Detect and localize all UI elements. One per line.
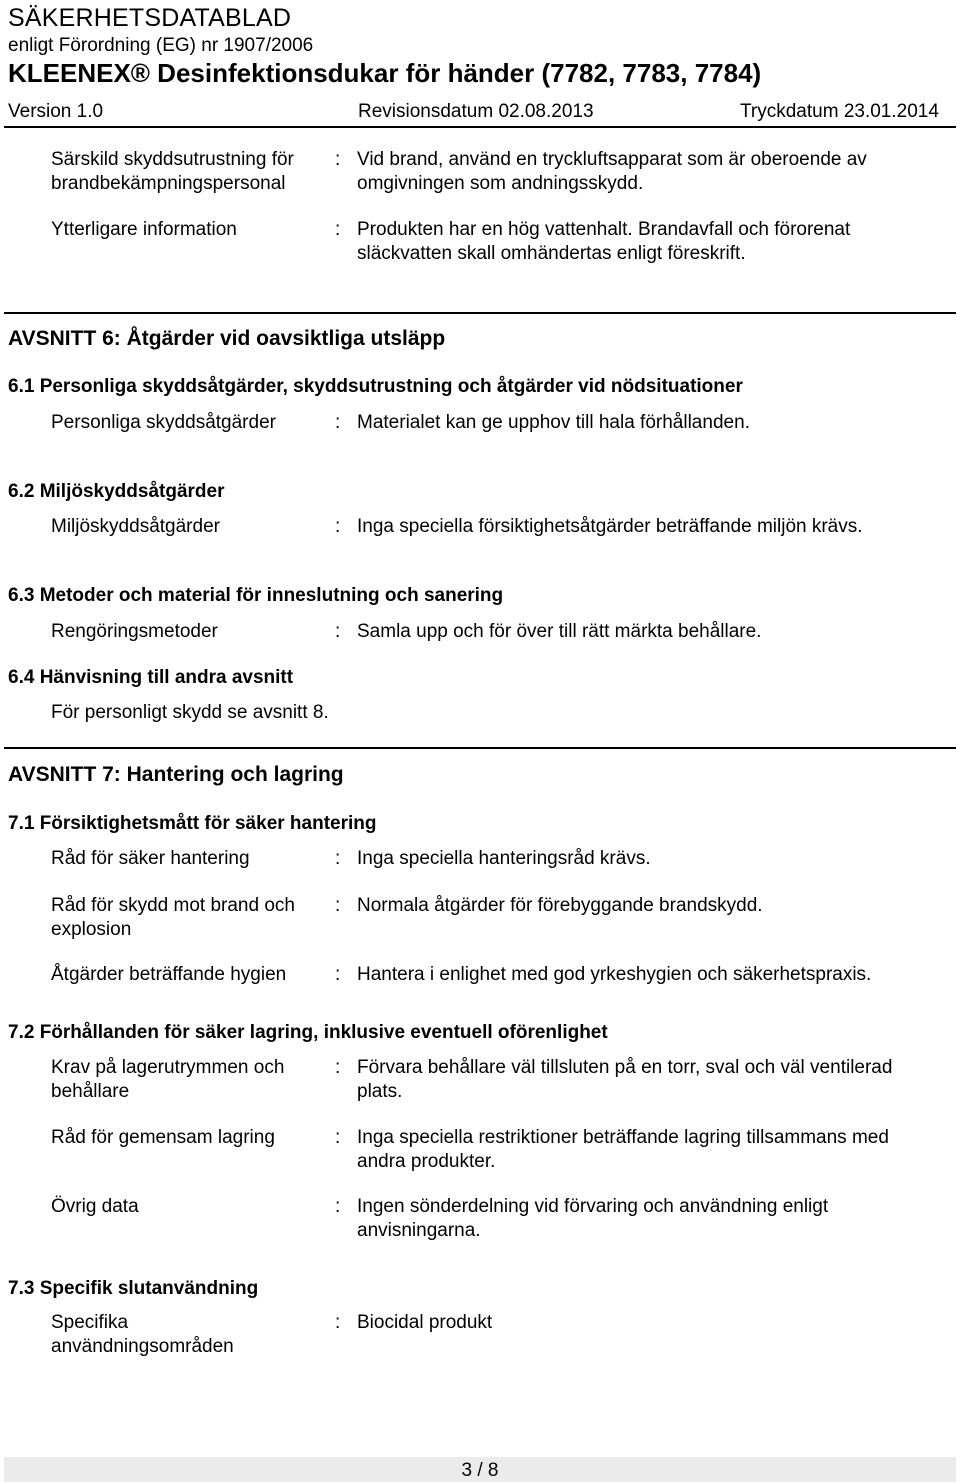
subsection-7-1-heading: 7.1 Försiktighetsmått för säker hantering <box>8 813 377 834</box>
field-colon: : <box>335 219 341 240</box>
field-colon: : <box>335 412 341 433</box>
field-label: Råd för gemensam lagring <box>51 1127 275 1148</box>
field-label: Miljöskyddsåtgärder <box>51 516 220 537</box>
field-label: Råd för säker hantering <box>51 848 250 869</box>
field-value: Inga speciella restriktioner beträffande lagring tillsammans med andra produkter. <box>357 1127 889 1172</box>
field-colon: : <box>335 1127 341 1148</box>
product-name: KLEENEX® Desinfektionsdukar för händer (7782, 7783, 7784) <box>8 58 762 88</box>
field-colon: : <box>335 895 341 916</box>
subsection-7-3-heading: 7.3 Specifik slutanvändning <box>8 1278 259 1299</box>
field-label: Ytterligare information <box>51 219 237 240</box>
subsection-7-2-heading: 7.2 Förhållanden för säker lagring, inklusive eventuell oförenlighet <box>8 1022 608 1043</box>
document-type-title: SÄKERHETSDATABLAD <box>8 4 292 32</box>
field-label: Råd för skydd mot brand och explosion <box>51 895 295 940</box>
field-value: Biocidal produkt <box>357 1312 493 1333</box>
field-label: Specifika användningsområden <box>51 1312 234 1357</box>
subsection-6-2-heading: 6.2 Miljöskyddsåtgärder <box>8 481 225 502</box>
section-6-title: AVSNITT 6: Åtgärder vid oavsiktliga utsläpp <box>8 327 446 350</box>
field-label: Åtgärder beträffande hygien <box>51 964 287 985</box>
section-7-title: AVSNITT 7: Hantering och lagring <box>8 763 344 786</box>
field-value: Samla upp och för över till rätt märkta behållare. <box>357 621 762 642</box>
field-colon: : <box>335 1057 341 1078</box>
field-colon: : <box>335 516 341 537</box>
revision-date: Revisionsdatum 02.08.2013 <box>358 101 594 122</box>
field-value: Vid brand, använd en tryckluftsapparat som är oberoende av omgivningen som andningsskydd. <box>357 149 867 194</box>
field-value: Materialet kan ge upphov till hala förhållanden. <box>357 412 750 433</box>
field-value: Ingen sönderdelning vid förvaring och användning enligt anvisningarna. <box>357 1196 829 1241</box>
field-label: Krav på lagerutrymmen och behållare <box>51 1057 285 1102</box>
page-number: 3 / 8 <box>461 1460 499 1481</box>
field-label: Personliga skyddsåtgärder <box>51 412 276 433</box>
field-label: Särskild skyddsutrustning för brandbekämpningspersonal <box>51 149 294 194</box>
section-7-divider <box>4 747 956 749</box>
field-value: Normala åtgärder för förebyggande brandskydd. <box>357 895 763 916</box>
field-value: Produkten har en hög vattenhalt. Brandavfall och förorenat släckvatten skall omhändertas enligt föreskrift. <box>357 219 851 264</box>
field-value: Inga speciella försiktighetsåtgärder beträffande miljön krävs. <box>357 516 863 537</box>
field-colon: : <box>335 1196 341 1217</box>
print-date: Tryckdatum 23.01.2014 <box>740 101 939 122</box>
reference-text: För personligt skydd se avsnitt 8. <box>51 702 329 723</box>
field-colon: : <box>335 964 341 985</box>
field-colon: : <box>335 848 341 869</box>
field-colon: : <box>335 149 341 170</box>
field-label: Rengöringsmetoder <box>51 621 218 642</box>
subsection-6-4-heading: 6.4 Hänvisning till andra avsnitt <box>8 667 294 688</box>
field-value: Inga speciella hanteringsråd krävs. <box>357 848 651 869</box>
header-divider <box>4 126 956 128</box>
field-label: Övrig data <box>51 1196 139 1217</box>
field-colon: : <box>335 1312 341 1333</box>
field-value: Hantera i enlighet med god yrkeshygien och säkerhetspraxis. <box>357 964 872 985</box>
field-colon: : <box>335 621 341 642</box>
field-value: Förvara behållare väl tillsluten på en torr, sval och väl ventilerad plats. <box>357 1057 893 1102</box>
section-6-divider <box>4 312 956 314</box>
regulation-text: enligt Förordning (EG) nr 1907/2006 <box>8 35 314 56</box>
subsection-6-3-heading: 6.3 Metoder och material för inneslutning och sanering <box>8 585 504 606</box>
version-label: Version 1.0 <box>8 101 104 122</box>
subsection-6-1-heading: 6.1 Personliga skyddsåtgärder, skyddsutrustning och åtgärder vid nödsituationer <box>8 376 743 397</box>
